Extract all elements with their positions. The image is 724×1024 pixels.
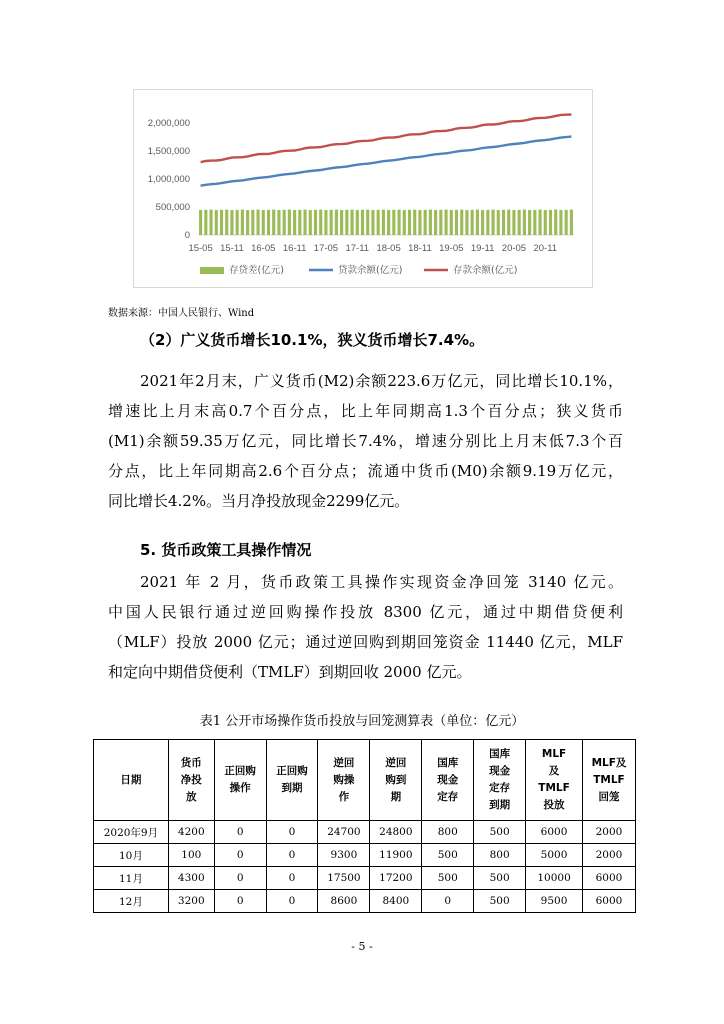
series-line-deposit-balance <box>201 115 572 163</box>
column-header <box>526 740 583 821</box>
bar-deposit-loan-gap <box>434 210 437 235</box>
table-cell: 800 <box>422 821 474 844</box>
column-header-line: 回笼 <box>598 790 620 803</box>
column-header-line: 购到 <box>385 773 407 786</box>
table-cell: 11900 <box>370 844 422 867</box>
bar-deposit-loan-gap <box>293 210 296 235</box>
bar-deposit-loan-gap <box>387 210 390 235</box>
table-cell: 100 <box>168 844 214 867</box>
bar-deposit-loan-gap <box>262 210 265 235</box>
table-cell: 500 <box>474 890 526 913</box>
bar-deposit-loan-gap <box>225 210 228 235</box>
bar-deposit-loan-gap <box>340 210 343 235</box>
table-cell: 500 <box>474 867 526 890</box>
text-line: 2021 年 2 月，货币政策工具操作实现资金净回笼 3140 亿元。 <box>140 573 623 591</box>
table-cell: 5000 <box>526 844 583 867</box>
column-header-line: TMLF <box>593 773 625 786</box>
table-cell: 4200 <box>168 821 214 844</box>
text-line: 2021年2月末，广义货币(M2)余额223.6万亿元，同比增长10.1%， <box>140 372 623 390</box>
bar-deposit-loan-gap <box>502 210 505 235</box>
text-line: 增速比上月末高0.7个百分点，比上年同期高1.3个百分点；狭义货币 <box>108 402 623 420</box>
column-header-line: 期 <box>390 790 402 803</box>
bar-deposit-loan-gap <box>403 210 406 235</box>
column-header-line: 作 <box>338 790 350 803</box>
column-header-line: 日期 <box>120 773 142 786</box>
bar-deposit-loan-gap <box>549 210 552 235</box>
bar-deposit-loan-gap <box>570 210 573 235</box>
y-tick-label: 1,000,000 <box>147 174 190 185</box>
column-header-line: 货币 <box>180 756 202 769</box>
table-row <box>94 867 636 890</box>
x-tick-label: 20-05 <box>501 243 527 254</box>
x-tick-label: 18-11 <box>408 243 432 254</box>
column-header <box>94 740 169 821</box>
bar-deposit-loan-gap <box>272 210 275 235</box>
column-header-line: TMLF <box>538 782 570 794</box>
bar-deposit-loan-gap <box>450 210 453 235</box>
table-cell: 2020年9月 <box>94 821 169 844</box>
bar-deposit-loan-gap <box>455 210 458 235</box>
column-header-line: 放 <box>186 790 197 803</box>
bar-deposit-loan-gap <box>345 210 348 235</box>
bar-deposit-loan-gap <box>267 210 270 235</box>
bar-deposit-loan-gap <box>533 210 536 235</box>
column-header-line: 现金 <box>437 773 459 786</box>
data-source-note: 数据来源：中国人民银行、Wind <box>108 308 255 319</box>
y-tick-label: 1,500,000 <box>147 146 190 157</box>
column-header-line: 操作 <box>229 782 251 794</box>
bar-deposit-loan-gap <box>319 210 322 235</box>
y-tick-label: 2,000,000 <box>147 118 190 129</box>
bar-deposit-loan-gap <box>481 210 484 235</box>
table-cell: 0 <box>214 890 266 913</box>
text-line: 中国人民银行通过逆回购操作投放 8300 亿元，通过中期借贷便利 <box>108 603 623 621</box>
column-header <box>474 740 526 821</box>
bar-deposit-loan-gap <box>465 210 468 235</box>
table-title: 表1 公开市场操作货币投放与回笼测算表（单位：亿元） <box>199 714 525 729</box>
x-tick-label: 18-05 <box>376 243 401 254</box>
column-header-line: 逆回 <box>385 756 407 769</box>
x-tick-label: 15-05 <box>188 243 213 254</box>
bar-deposit-loan-gap <box>544 210 547 235</box>
bar-deposit-loan-gap <box>277 210 280 235</box>
x-tick-label: 15-11 <box>220 243 244 254</box>
bar-deposit-loan-gap <box>303 210 306 235</box>
bar-deposit-loan-gap <box>324 210 327 235</box>
table-cell: 24700 <box>318 821 370 844</box>
column-header <box>370 740 422 821</box>
bar-deposit-loan-gap <box>230 210 233 235</box>
column-header-line: 定存 <box>437 790 459 803</box>
paragraph-policy-tools <box>108 567 623 687</box>
bar-deposit-loan-gap <box>366 210 369 235</box>
x-tick-label: 19-05 <box>439 243 464 254</box>
bar-deposit-loan-gap <box>246 210 249 235</box>
table-cell: 6000 <box>583 890 636 913</box>
bar-deposit-loan-gap <box>418 210 421 235</box>
column-header-line: 投放 <box>543 799 565 811</box>
legend-label: 存贷差(亿元) <box>229 265 284 276</box>
table-cell: 12月 <box>94 890 169 913</box>
bar-deposit-loan-gap <box>356 210 359 235</box>
bar-deposit-loan-gap <box>392 210 395 235</box>
bar-deposit-loan-gap <box>486 210 489 235</box>
bar-deposit-loan-gap <box>397 210 400 235</box>
bar-deposit-loan-gap <box>236 210 239 235</box>
bar-deposit-loan-gap <box>413 210 416 235</box>
bar-deposit-loan-gap <box>298 210 301 235</box>
column-header-line: 到期 <box>281 782 303 794</box>
column-header <box>583 740 636 821</box>
column-header-line: 国库 <box>489 748 511 760</box>
bar-deposit-loan-gap <box>251 210 254 235</box>
bar-deposit-loan-gap <box>314 210 317 235</box>
text-line: 分点，比上年同期高2.6个百分点；流通中货币(M0)余额9.19万亿元， <box>108 462 623 480</box>
column-header-line: 购操 <box>333 773 355 786</box>
series-line-loan-balance <box>201 137 572 186</box>
table-cell: 8400 <box>370 890 422 913</box>
table-cell: 800 <box>474 844 526 867</box>
table-cell: 0 <box>422 890 474 913</box>
section-heading-policy-tools: 5. 货币政策工具操作情况 <box>140 541 312 559</box>
table-row <box>94 821 636 844</box>
bar-deposit-loan-gap <box>371 210 374 235</box>
table-cell: 24800 <box>370 821 422 844</box>
column-header-line: 国库 <box>437 756 459 769</box>
x-tick-label: 20-11 <box>533 243 558 254</box>
column-header <box>266 740 318 821</box>
bar-deposit-loan-gap <box>497 210 500 235</box>
bar-deposit-loan-gap <box>215 210 218 235</box>
column-header <box>214 740 266 821</box>
legend-label: 存款余额(亿元) <box>453 265 518 276</box>
x-tick-label: 17-11 <box>345 243 370 254</box>
legend-label: 贷款余额(亿元) <box>338 265 403 276</box>
line-chart <box>134 90 594 289</box>
x-tick-label: 16-11 <box>282 243 307 254</box>
bar-deposit-loan-gap <box>335 210 338 235</box>
bar-deposit-loan-gap <box>330 210 333 235</box>
bar-deposit-loan-gap <box>476 210 479 235</box>
column-header-line: 及 <box>548 765 560 777</box>
table-cell: 0 <box>214 821 266 844</box>
bar-deposit-loan-gap <box>523 210 526 235</box>
table-cell: 0 <box>266 844 318 867</box>
open-market-table <box>93 739 636 913</box>
bar-deposit-loan-gap <box>528 210 531 235</box>
table-cell: 500 <box>422 867 474 890</box>
bar-deposit-loan-gap <box>444 210 447 235</box>
section-heading-money-supply: （2）广义货币增长10.1%，狭义货币增长7.4%。 <box>140 331 485 349</box>
table-cell: 4300 <box>168 867 214 890</box>
column-header-line: MLF及 <box>591 756 627 769</box>
y-tick-label: 500,000 <box>155 202 190 213</box>
table-cell: 0 <box>214 867 266 890</box>
bar-deposit-loan-gap <box>199 210 202 235</box>
bar-deposit-loan-gap <box>204 210 207 235</box>
bar-deposit-loan-gap <box>429 210 432 235</box>
bar-deposit-loan-gap <box>382 210 385 235</box>
page-number: - 5 - <box>351 940 373 953</box>
text-line: 同比增长4.2%。当月净投放现金2299亿元。 <box>108 492 410 510</box>
column-header-line: 正回购 <box>224 765 256 777</box>
bar-deposit-loan-gap <box>554 210 557 235</box>
table-cell: 8600 <box>318 890 370 913</box>
x-tick-label: 19-11 <box>470 243 495 254</box>
table-cell: 2000 <box>583 844 636 867</box>
table-cell: 2000 <box>583 821 636 844</box>
table-cell: 10000 <box>526 867 583 890</box>
bar-deposit-loan-gap <box>518 210 521 235</box>
column-header-line: 正回购 <box>276 765 308 777</box>
text-line: （MLF）投放 2000 亿元；通过逆回购到期回笼资金 11440 亿元，MLF <box>108 633 623 651</box>
bar-deposit-loan-gap <box>309 210 312 235</box>
bar-deposit-loan-gap <box>439 210 442 235</box>
table-body <box>94 821 636 913</box>
table-cell: 17500 <box>318 867 370 890</box>
bar-deposit-loan-gap <box>408 210 411 235</box>
table-cell: 6000 <box>583 867 636 890</box>
table-cell: 9300 <box>318 844 370 867</box>
chart <box>133 89 593 288</box>
table-cell: 500 <box>422 844 474 867</box>
bar-deposit-loan-gap <box>424 210 427 235</box>
bar-deposit-loan-gap <box>361 210 364 235</box>
bar-deposit-loan-gap <box>565 210 568 235</box>
bar-deposit-loan-gap <box>538 210 541 235</box>
column-header-line: 到期 <box>489 799 511 811</box>
legend-swatch <box>200 267 224 274</box>
bar-deposit-loan-gap <box>377 210 380 235</box>
y-tick-label: 0 <box>184 230 190 241</box>
table-cell: 0 <box>266 867 318 890</box>
column-header <box>318 740 370 821</box>
table-cell: 3200 <box>168 890 214 913</box>
table-cell: 500 <box>474 821 526 844</box>
bar-deposit-loan-gap <box>220 210 223 235</box>
column-header <box>168 740 214 821</box>
column-header-line: 逆回 <box>333 756 355 769</box>
bar-deposit-loan-gap <box>512 210 515 235</box>
table-cell: 11月 <box>94 867 169 890</box>
table-cell: 6000 <box>526 821 583 844</box>
text-line: 和定向中期借贷便利（TMLF）到期回收 2000 亿元。 <box>108 663 472 681</box>
table-header-row <box>94 740 636 821</box>
table-cell: 0 <box>266 890 318 913</box>
bar-deposit-loan-gap <box>559 210 562 235</box>
x-tick-label: 17-05 <box>313 243 339 254</box>
column-header-line: MLF <box>541 748 567 760</box>
table-cell: 17200 <box>370 867 422 890</box>
column-header <box>422 740 474 821</box>
paragraph-money-supply <box>108 366 623 516</box>
text-line: (M1)余额59.35万亿元，同比增长7.4%，增速分别比上月末低7.3个百 <box>108 432 623 450</box>
column-header-line: 定存 <box>489 782 511 794</box>
bar-deposit-loan-gap <box>256 210 259 235</box>
bar-deposit-loan-gap <box>350 210 353 235</box>
column-header-line: 现金 <box>489 765 511 777</box>
table-cell: 0 <box>266 821 318 844</box>
table-cell: 9500 <box>526 890 583 913</box>
bar-deposit-loan-gap <box>460 210 463 235</box>
bar-deposit-loan-gap <box>471 210 474 235</box>
column-header-line: 净投 <box>180 773 202 786</box>
bar-deposit-loan-gap <box>241 210 244 235</box>
bar-deposit-loan-gap <box>507 210 510 235</box>
table-row <box>94 890 636 913</box>
bar-deposit-loan-gap <box>209 210 212 235</box>
bar-deposit-loan-gap <box>288 210 291 235</box>
table-cell: 10月 <box>94 844 169 867</box>
bar-deposit-loan-gap <box>491 210 494 235</box>
x-tick-label: 16-05 <box>251 243 276 254</box>
table-row <box>94 844 636 867</box>
table-cell: 0 <box>214 844 266 867</box>
bar-deposit-loan-gap <box>283 210 286 235</box>
